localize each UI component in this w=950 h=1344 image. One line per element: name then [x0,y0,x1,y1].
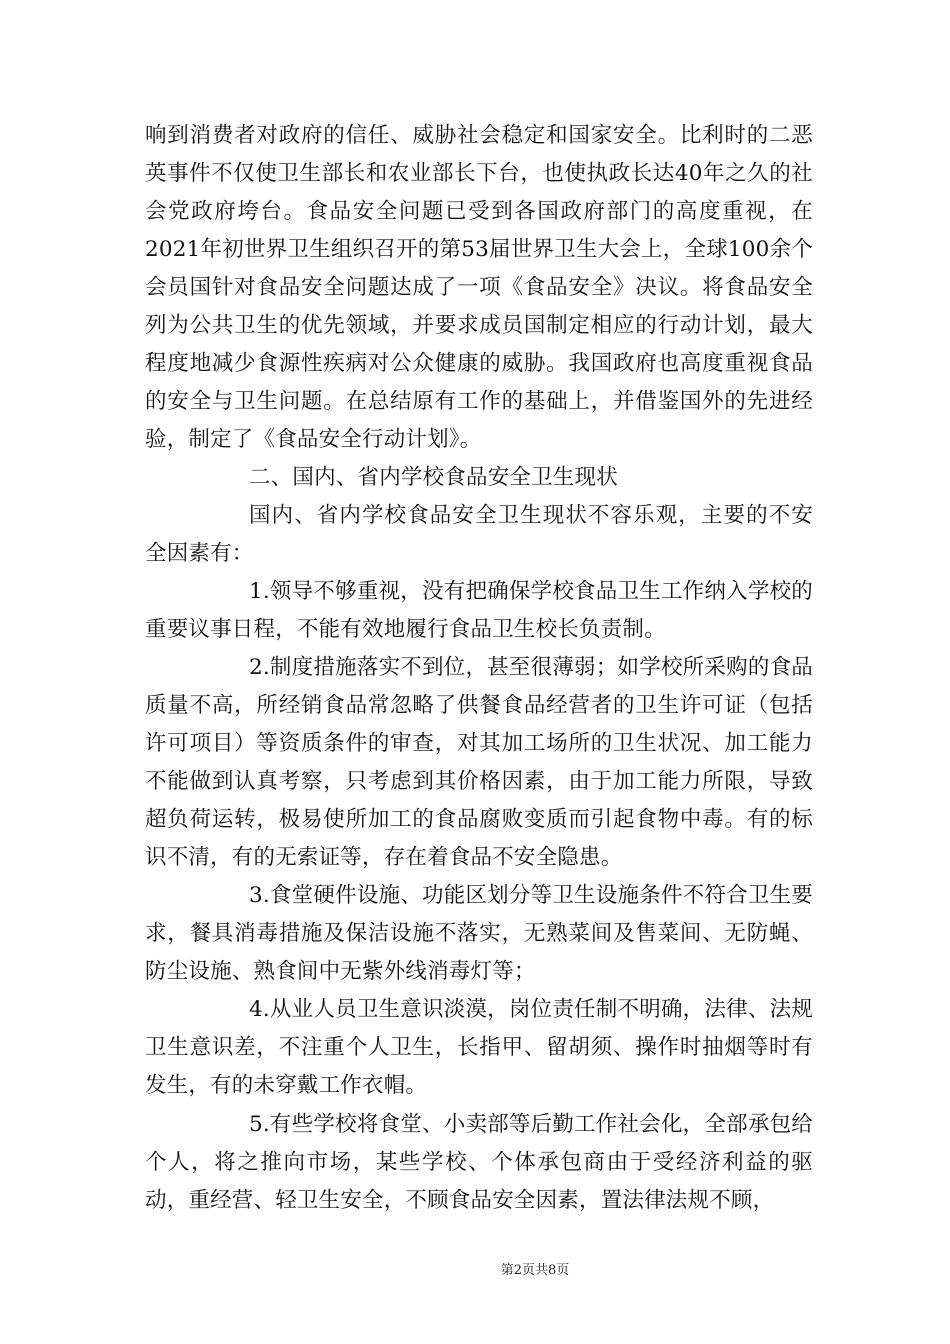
list-item: 3.食堂硬件设施、功能区划分等卫生设施条件不符合卫生要求，餐具消毒措施及保洁设施不落实，无熟菜间及售菜间、无防蝇、防尘设施、熟食间中无紫外线消毒灯等； [145,883,813,984]
list-item: 2.制度措施落实不到位，甚至很薄弱；如学校所采购的食品质量不高，所经销食品常忽略了供餐食品经营者的卫生许可证（包括许可项目）等资质条件的审查，对其加工场所的卫生状况、加工能力不能做到认真考察，只考虑到其价格因素，由于加工能力所限，导致超负荷运转，极易使所加工的食品腐败变质而引起食物中毒。有的标识不清，有的无索证等，存在着食品不安全隐患。 [145,655,813,870]
list-item: 4.从业人员卫生意识淡漠，岗位责任制不明确，法律、法规卫生意识差，不注重个人卫生，长指甲、留胡须、操作时抽烟等时有发生，有的未穿戴工作衣帽。 [145,997,813,1098]
list-item: 1.领导不够重视，没有把确保学校食品卫生工作纳入学校的重要议事日程，不能有效地履行食品卫生校长负责制。 [145,579,813,642]
list-item: 5.有些学校将食堂、小卖部等后勤工作社会化，全部承包给个人，将之推向市场，某些学校、个体承包商由于受经济利益的驱动，重经营、轻卫生安全，不顾食品安全因素，置法律法规不顾， [145,1112,813,1213]
body-paragraph: 响到消费者对政府的信任、威胁社会稳定和国家安全。比利时的二恶英事件不仅使卫生部长和农业部长下台，也使执政长达40年之久的社会党政府垮台。食品安全问题已受到各国政府部门的高度重视，在2021年初世界卫生组织召开的第53届世界卫生大会上，全球100余个会员国针对食品安全问题达成了一项《食品安全》决议。将食品安全列为公共卫生的优先领域，并要求成员国制定相应的行动计划，最大程度地减少食源性疾病对公众健康的威胁。我国政府也高度重视食品的安全与卫生问题。在总结原有工作的基础上，并借鉴国外的先进经验，制定了《食品安全行动计划》。 [145,123,813,452]
document-page [145,117,813,1220]
body-paragraph: 国内、省内学校食品安全卫生现状不容乐观，主要的不安全因素有： [145,503,813,566]
page-number-footer: 第2页共8页 [500,1263,570,1278]
section-heading: 二、国内、省内学校食品安全卫生现状 [249,465,618,490]
